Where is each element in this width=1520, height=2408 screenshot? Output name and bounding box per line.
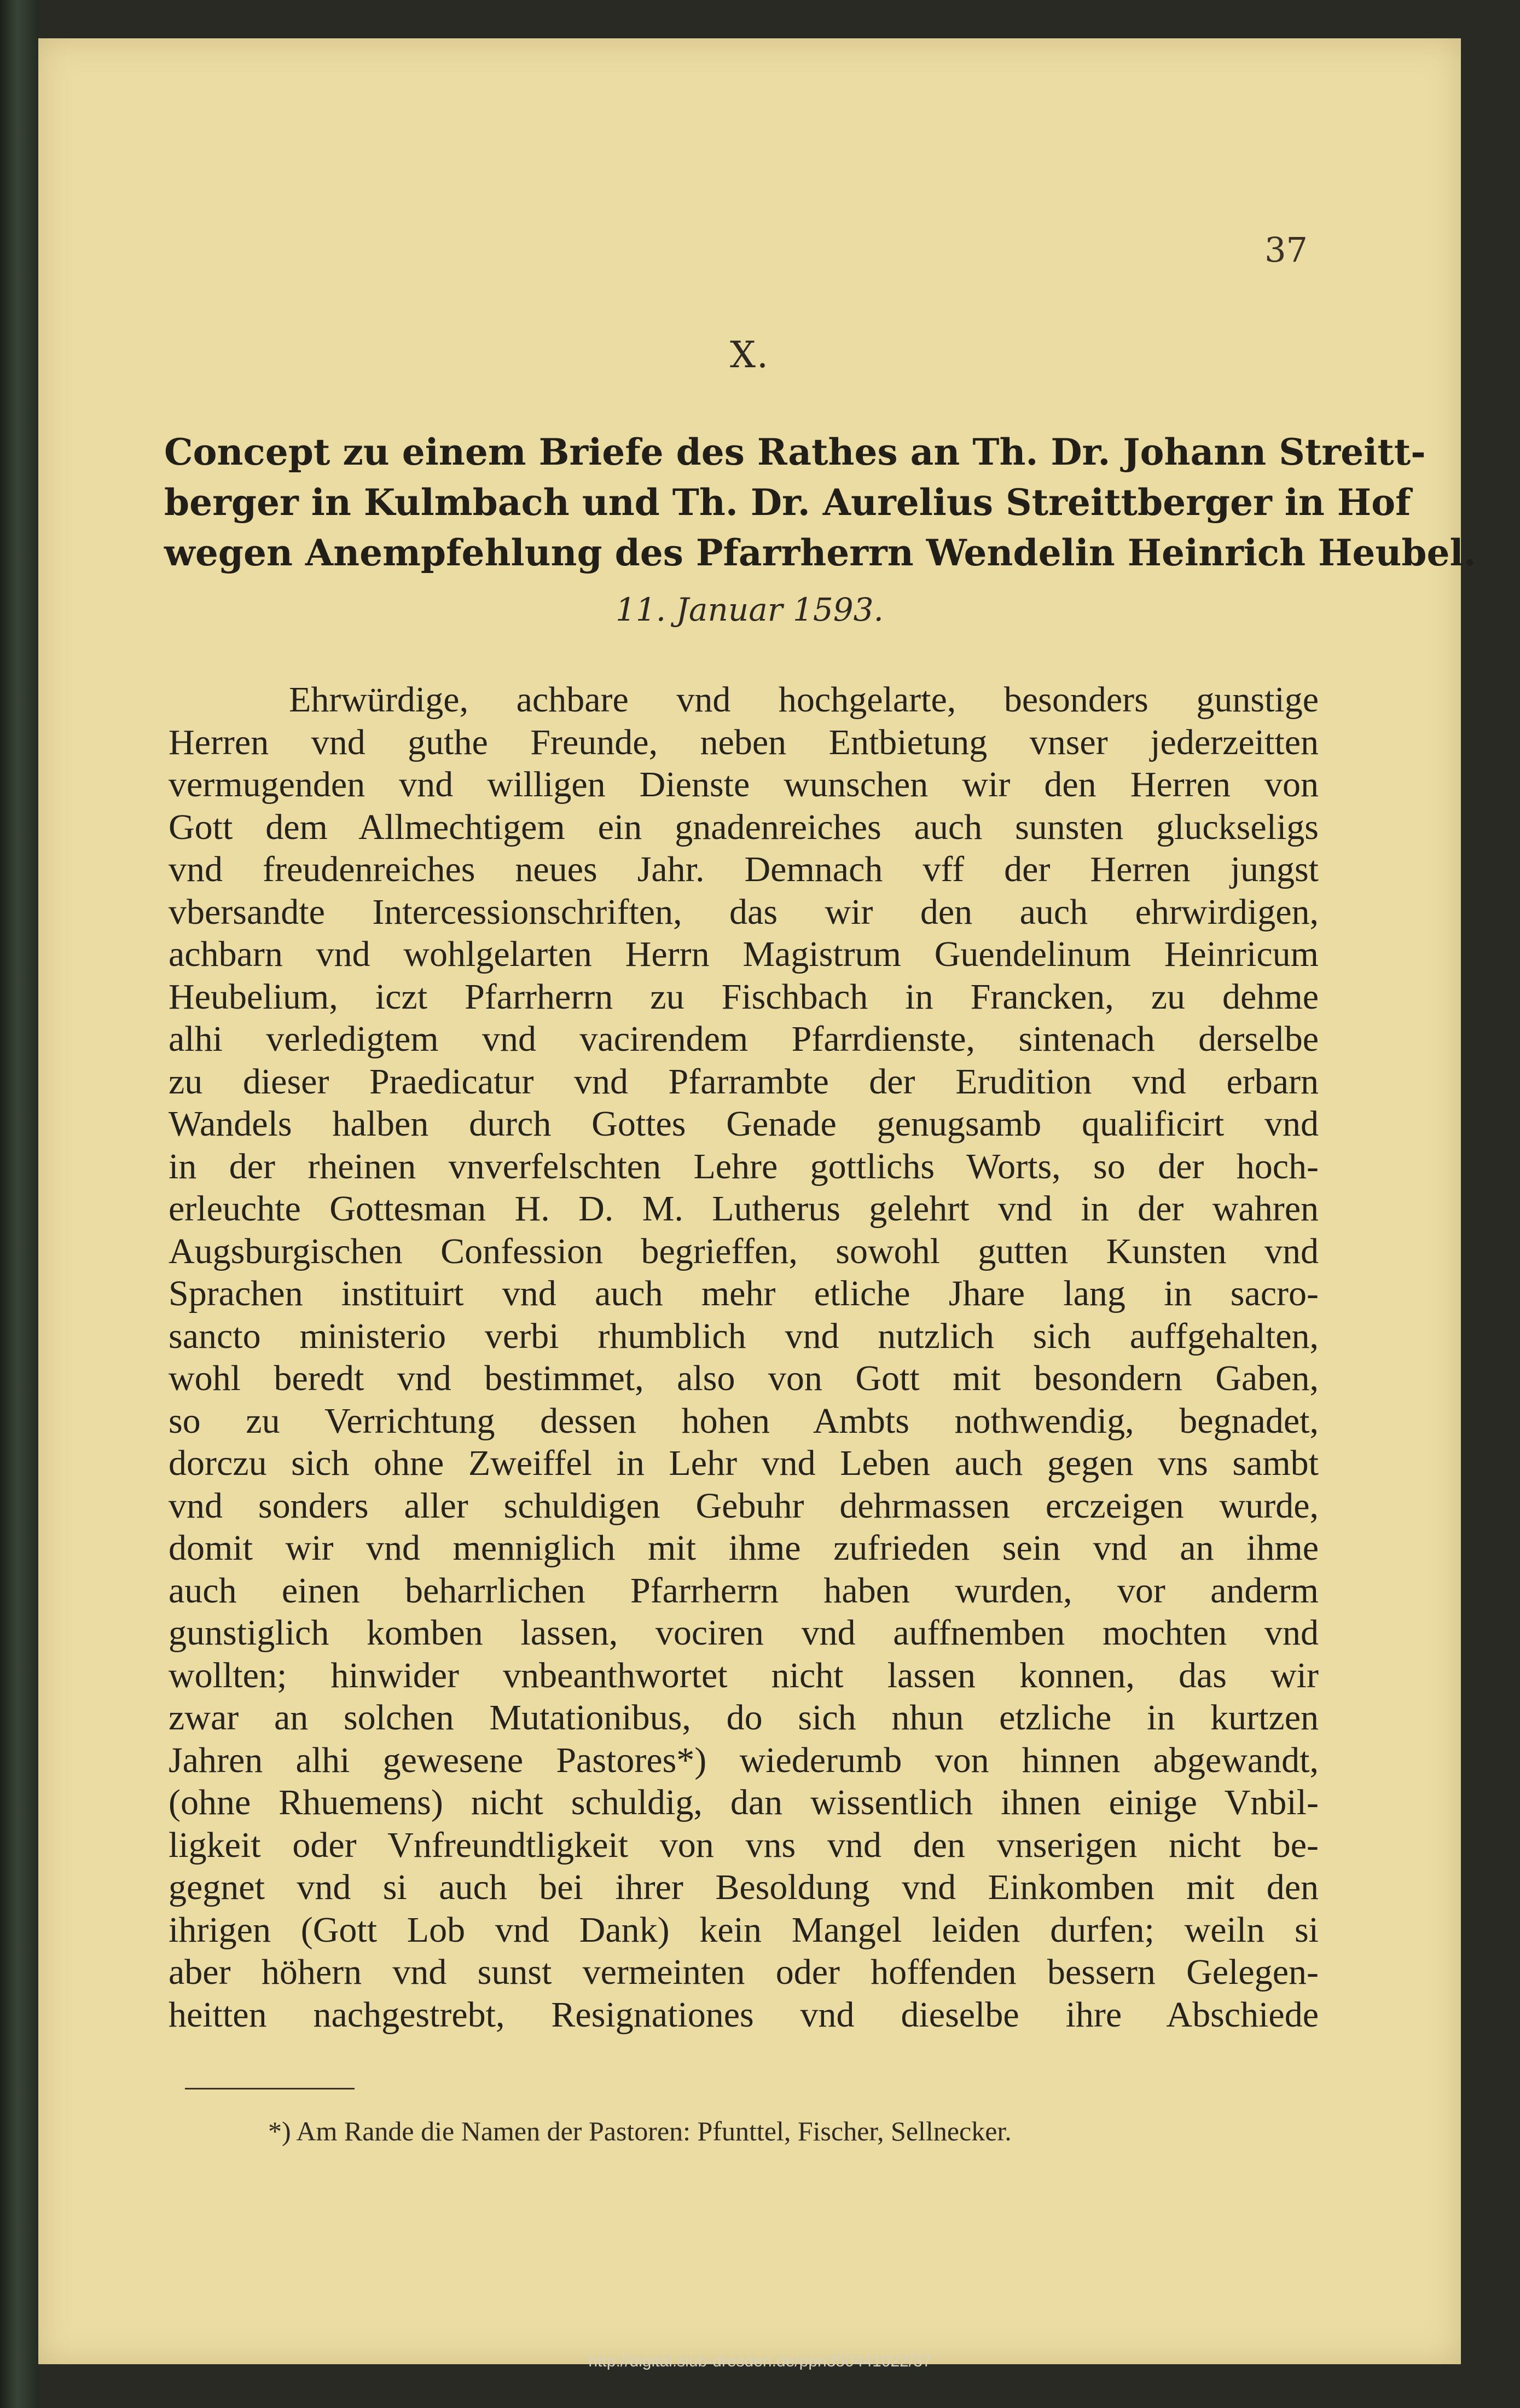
letter-body [169, 679, 1319, 2036]
footnote: *) Am Rande die Namen der Pastoren: Pfunttel, Fischer, Sellnecker. [268, 2116, 1012, 2146]
body-line: vermugenden vnd willigen Dienste wunschen wir den Herren von [169, 765, 1319, 804]
body-line: Gott dem Allmechtigem ein gnadenreiches auch sunsten gluckseligs [169, 807, 1319, 847]
body-line: Augsburgischen Confession begrieffen, sowohl gutten Kunsten vnd [169, 1231, 1319, 1271]
heading-line: berger in Kulmbach und Th. Dr. Aurelius Streittberger in Hof [164, 481, 1411, 524]
section-numeral: X. [730, 334, 769, 376]
body-line: alhi verledigtem vnd vacirendem Pfarrdienste, sintenach derselbe [169, 1019, 1319, 1059]
body-line: wollten; hinwider vnbeanthwortet nicht lassen konnen, das wir [169, 1655, 1319, 1695]
body-line: gunstiglich komben lassen, vociren vnd auffnemben mochten vnd [169, 1613, 1319, 1653]
body-line: vbersandte Intercessionschriften, das wir den auch ehrwirdigen, [169, 892, 1319, 932]
body-line: achbarn vnd wohlgelarten Herrn Magistrum Guendelinum Heinricum [169, 934, 1319, 974]
body-line: dorczu sich ohne Zweiffel in Lehr vnd Leben auch gegen vns sambt [169, 1443, 1319, 1483]
body-line: Jahren alhi gewesene Pastores*) wiederumb von hinnen abgewandt, [169, 1740, 1319, 1780]
body-line: ihrigen (Gott Lob vnd Dank) kein Mangel leiden durfen; weiln si [169, 1909, 1319, 1950]
body-line: heitten nachgestrebt, Resignationes vnd dieselbe ihre Abschiede [169, 1994, 1319, 2035]
body-line: sancto ministerio verbi rhumblich vnd nutzlich sich auffgehalten, [169, 1316, 1319, 1356]
body-line: Heubelium, iczt Pfarrherrn zu Fischbach in Francken, zu dehme [169, 976, 1319, 1017]
letter-date: 11. Januar 1593. [616, 591, 884, 628]
body-line: zwar an solchen Mutationibus, do sich nhun etzliche in kurtzen [169, 1698, 1319, 1738]
body-line: erleuchte Gottesman H. D. M. Lutherus gelehrt vnd in der wahren [169, 1189, 1319, 1229]
body-line: Wandels halben durch Gottes Genade genugsamb qualificirt vnd [169, 1104, 1319, 1144]
body-line: Herren vnd guthe Freunde, neben Entbietung vnser jederzeitten [169, 722, 1319, 762]
body-line: (ohne Rhuemens) nicht schuldig, dan wissentlich ihnen einige Vnbil- [169, 1782, 1319, 1822]
body-line: Sprachen instituirt vnd auch mehr etliche Jhare lang in sacro- [169, 1274, 1319, 1313]
body-line: ligkeit oder Vnfreundtligkeit von vns vnd den vnserigen nicht be- [169, 1825, 1319, 1865]
document-heading [164, 427, 1476, 578]
body-line: Ehrwürdige, achbare vnd hochgelarte, besonders gunstige [289, 680, 1319, 720]
body-line: domit wir vnd menniglich mit ihme zufrieden sein vnd an ihme [169, 1528, 1319, 1568]
footnote-divider [185, 2088, 355, 2089]
body-line: so zu Verrichtung dessen hohen Ambts nothwendig, begnadet, [169, 1400, 1319, 1441]
body-line: aber höhern vnd sunst vermeinten oder hoffenden bessern Gelegen- [169, 1952, 1319, 1992]
page-number: 37 [1264, 230, 1308, 270]
heading-line: wegen Anempfehlung des Pfarrherrn Wendelin Heinrich Heubel. [164, 531, 1476, 574]
body-line: gegnet vnd si auch bei ihrer Besoldung vnd Einkomben mit den [169, 1867, 1319, 1907]
source-url-watermark: http://digital.slub-dresden.de/ppn350441022/37 [588, 2352, 932, 2370]
book-binding [0, 0, 38, 2408]
body-line: in der rheinen vnverfelschten Lehre gottlichs Worts, so der hoch- [169, 1146, 1319, 1186]
book-page [38, 38, 1476, 2364]
body-line: auch einen beharrlichen Pfarrherrn haben wurden, vor anderm [169, 1570, 1319, 1611]
body-line: vnd freudenreiches neues Jahr. Demnach vff der Herren jungst [169, 849, 1319, 889]
body-line: vnd sonders aller schuldigen Gebuhr dehrmassen erczeigen wurde, [169, 1485, 1319, 1526]
body-line: wohl beredt vnd bestimmet, also von Gott mit besondern Gaben, [169, 1358, 1319, 1398]
body-line: zu dieser Praedicatur vnd Pfarrambte der Erudition vnd erbarn [169, 1061, 1319, 1102]
heading-line: Concept zu einem Briefe des Rathes an Th. Dr. Johann Streitt- [164, 431, 1426, 473]
